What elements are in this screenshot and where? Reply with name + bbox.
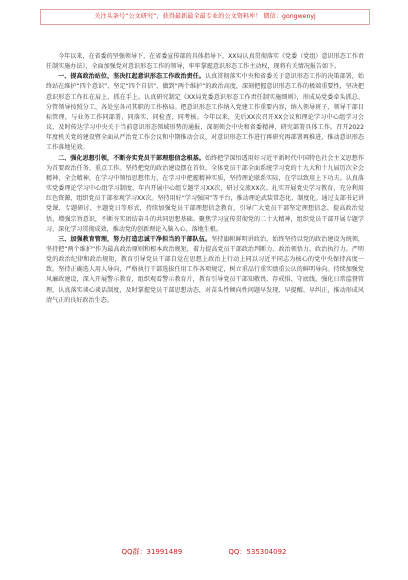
section-2-heading: 二、强化思想引领，不断夯实党员干部理想信念根基。 <box>58 154 205 162</box>
section-3-paragraph <box>46 235 364 306</box>
section-3-body: 坚持旗帜鲜明讲政治，始终坚持以党的政治建设为统领，坚持把“两个维护”作为最高政治原则和根本政治规矩，着力提高党员干部政治判断力、政治领悟力、政治执行力。严明党的政治纪律和政治规矩，教育引导党员干部自觉在思想上政治上行动上同以习近平同志为核心的党中央保持高度一致。坚持正确选人用人导向，严格执行干部选拔任用工作各项规定，树立重品行重实绩重公认的鲜明导向。持续加强党风廉政建设，深入开展警示教育，组织观看警示教育片，教育引导党员干部知敬畏、存戒惧、守底线。强化日常监督管理，认真落实谈心谈话制度，及时掌握党员干部思想动态，对苗头性倾向性问题早发现、早提醒、早纠正，推动形成风清气正的良好政治生态。 <box>46 235 365 304</box>
qq-contact-label: QQ：535304092 <box>228 548 287 556</box>
section-1-body: 认真贯彻落实中央和省委关于意识形态工作的决策部署，始终站在维护“四个意识”、坚定“四个自信”、做到“两个维护”的政治高度，深刻把握意识形态工作的极端重要性，坚决把意识形态工作扛在肩上、抓在手上。认真研究制定《XX局党委意识形态工作责任制实施细则》，形成局党委牵头抓总、分管领导按照分工、各处室各司其职的工作格局。把意识形态工作纳入党建工作重要内容，纳入领导班子、领导干部目标管理，与业务工作同部署、同落实、同检查、同考核。今年以来，先后XX次召开XX会议和理论学习中心组学习会议，及时传达学习中央关于当前意识形态领域形势的通报，深刻领会中央和省委精神，研究部署具体工作。召开2022年度机关党的建设暨全面从严治党工作会议和中期推动会议，对意识形态工作进行再研究再部署再推进，推动意识形态工作落地见效。 <box>46 73 364 152</box>
section-2-body: 始终把学深悟透用好习近平新时代中国特色社会主义思想作为首要政治任务、重点工作。坚持把党的政治建设摆在首位，全体党员干部全面系统学习党的十九大和十九届历次全会精神、全会精神，在学习中领悟思想伟力，在学习中把握精神实质，坚持理论联系实际，在学以致用上下功夫。认真落实党委理论学习中心组学习制度，年内开展中心组专题学习XX次，研讨交流XX次。扎实开展党史学习教育，充分利用红色资源，组织党员干部参观学习XX次。坚持用好“学习强国”等平台，推动理论武装常态化、制度化。通过支部书记讲党课、专题研讨、主题党日等形式，持续加强党员干部理想信念教育，引导广大党员干部坚定理想信念、提高政治觉悟、增强宗旨意识，不断夯实团结奋斗的共同思想基础。聚焦学习宣传贯彻党的二十大精神，组织党员干部开展专题学习，深化学习贯彻成效，推动党的创新理论入脑入心、落地生根。 <box>46 154 364 233</box>
promo-banner: 关注头条号“公文研究”，获得最新最全最专业的公文资料库！ 微信：gongwenyj <box>40 9 370 25</box>
section-3-heading: 三、加强教育管理，努力打造忠诚干净担当的干部队伍。 <box>58 235 212 243</box>
document-body <box>46 52 364 306</box>
contact-footer <box>0 545 408 559</box>
section-2-paragraph <box>46 154 364 235</box>
intro-paragraph: 今年以来，在省委的坚强领导下，在省委宣传部的具体指导下，XX局认真贯彻落实《党委（党组）意识形态工作责任制实施办法》，全面加强党对意识形态工作的领导，牢牢掌握意识形态工作主动权，现将有关情况报告如下。 <box>46 53 364 71</box>
section-1-paragraph <box>46 72 364 153</box>
qq-group-label: QQ群：31991489 <box>121 548 183 556</box>
section-1-heading: 一、提高政治站位，坚决扛起意识形态工作政治责任。 <box>58 73 205 81</box>
